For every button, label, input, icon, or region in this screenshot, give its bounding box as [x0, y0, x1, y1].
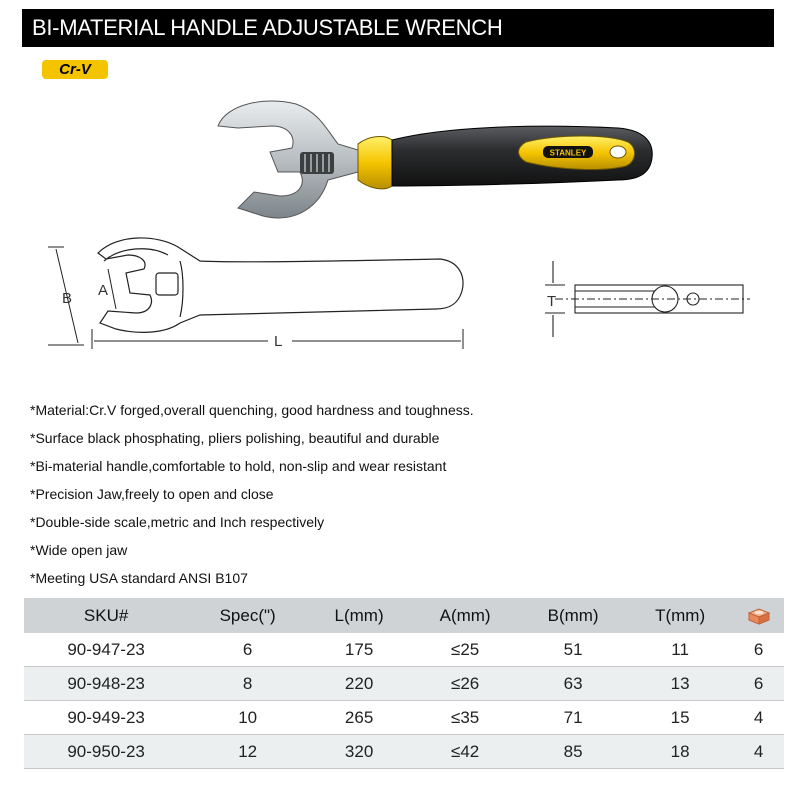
cell-pack: 6 — [733, 633, 784, 667]
cell-spec: 8 — [188, 667, 307, 701]
table-row — [24, 735, 784, 769]
side-view-drawing — [40, 225, 480, 360]
wrench-photo — [208, 96, 658, 226]
col-header-t: T(mm) — [627, 598, 733, 633]
col-header-pack — [733, 598, 784, 633]
feature-item: *Surface black phosphating, pliers polishing, beautiful and durable — [30, 430, 440, 446]
cell-spec: 6 — [188, 633, 307, 667]
col-header-spec: Spec(") — [188, 598, 307, 633]
cell-l: 320 — [307, 735, 411, 769]
cell-b: 71 — [519, 701, 627, 735]
cell-spec: 12 — [188, 735, 307, 769]
cell-spec: 10 — [188, 701, 307, 735]
col-header-l: L(mm) — [307, 598, 411, 633]
cell-b: 85 — [519, 735, 627, 769]
col-header-sku: SKU# — [24, 598, 188, 633]
spec-table — [24, 598, 784, 769]
feature-list — [30, 396, 474, 592]
col-header-a: A(mm) — [411, 598, 519, 633]
feature-item: *Bi-material handle,comfortable to hold, non-slip and wear resistant — [30, 458, 447, 474]
cell-l: 265 — [307, 701, 411, 735]
col-header-b: B(mm) — [519, 598, 627, 633]
brand-label: STANLEY — [549, 148, 587, 158]
dim-a-label: A — [98, 282, 109, 299]
table-row — [24, 667, 784, 701]
cell-pack: 4 — [733, 735, 784, 769]
material-badge: Cr-V — [42, 60, 108, 79]
feature-item: *Double-side scale,metric and Inch respectively — [30, 514, 325, 530]
table-row — [24, 701, 784, 735]
table-header-row — [24, 598, 784, 633]
cell-a: ≤35 — [411, 701, 519, 735]
cell-pack: 4 — [733, 701, 784, 735]
cell-sku: 90-948-23 — [24, 667, 188, 701]
feature-item: *Material:Cr.V forged,overall quenching, good hardness and toughness. — [30, 402, 474, 418]
cell-l: 220 — [307, 667, 411, 701]
cell-pack: 6 — [733, 667, 784, 701]
cell-t: 13 — [627, 667, 733, 701]
cell-sku: 90-949-23 — [24, 701, 188, 735]
cell-t: 15 — [627, 701, 733, 735]
page-title: BI-MATERIAL HANDLE ADJUSTABLE WRENCH — [22, 9, 774, 47]
cell-sku: 90-947-23 — [24, 633, 188, 667]
feature-item: *Meeting USA standard ANSI B107 — [30, 570, 248, 586]
cell-a: ≤26 — [411, 667, 519, 701]
cell-sku: 90-950-23 — [24, 735, 188, 769]
feature-item: *Wide open jaw — [30, 542, 128, 558]
dim-t-label: T — [547, 293, 557, 310]
thickness-view-drawing — [535, 255, 755, 345]
feature-item: *Precision Jaw,freely to open and close — [30, 486, 274, 502]
package-box-icon — [747, 606, 771, 626]
cell-a: ≤25 — [411, 633, 519, 667]
cell-l: 175 — [307, 633, 411, 667]
cell-a: ≤42 — [411, 735, 519, 769]
cell-b: 51 — [519, 633, 627, 667]
table-row — [24, 633, 784, 667]
dim-l-label: L — [274, 333, 283, 350]
dim-b-label: B — [62, 290, 73, 307]
cell-t: 18 — [627, 735, 733, 769]
cell-t: 11 — [627, 633, 733, 667]
cell-b: 63 — [519, 667, 627, 701]
